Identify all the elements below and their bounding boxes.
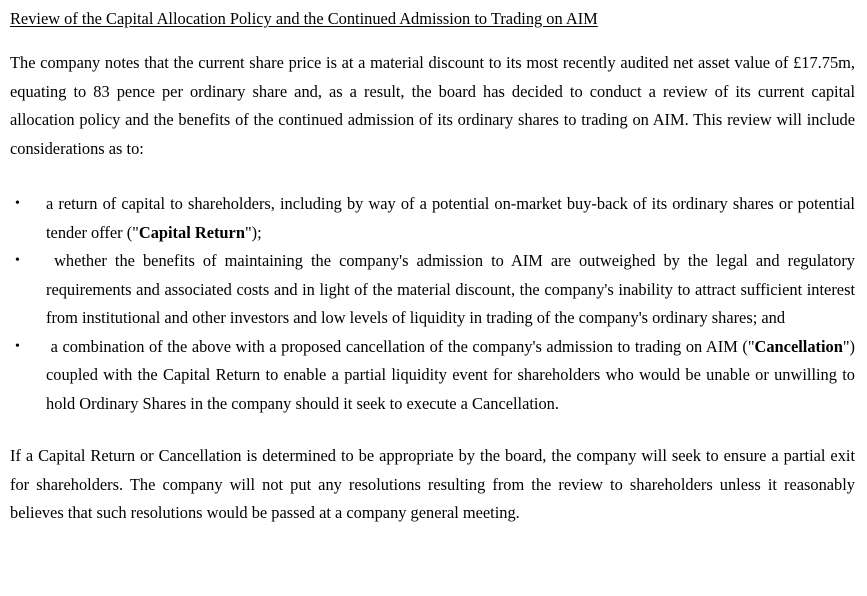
list-item-text: a return of capital to shareholders, including by way of a potential on-market buy-back of its ordinary shares or potential tender offer (" [46,194,855,242]
list-item-text: "); [244,222,262,242]
list-item-cancellation [10,333,855,419]
intro-paragraph: The company notes that the current share price is at a material discount to its most recently audited net asset value of £17.75m, equating to 83 pence per ordinary share and, as a result, the board has decided to conduct a review of its current capital allocation policy and the benefits of the continued admission of its ordinary shares to trading on AIM. This review will include considerations as to: [10,53,855,158]
list-item-capital-return [10,190,855,247]
document [10,0,860,528]
closing-paragraph: If a Capital Return or Cancellation is determined to be appropriate by the board, the company will seek to ensure a partial exit for shareholders. The company will not put any resolutions resulting from the review to shareholders unless it reasonably believes that such resolutions would be passed at a company general meeting. [10,446,855,522]
considerations-list [10,190,860,418]
list-item-aim-benefits [10,247,860,333]
section-heading: Review of the Capital Allocation Policy and the Continued Admission to Trading on AIM [10,9,598,28]
defined-term: Capital Return [138,222,245,242]
list-item-text: a combination of the above with a proposed cancellation of the company's admission to trading on AIM (" [46,336,755,356]
bullet-icon: • [15,338,20,354]
defined-term: Cancellation [754,336,843,356]
bullet-icon: • [15,196,20,211]
bullet-icon: • [15,253,20,268]
list-item-text: ") coupled with the Capital Return to enable a partial liquidity event for shareholders who would be unable or unwilling to hold Ordinary Shares in the company should it seek to execute a Cancellation. [46,336,855,413]
list-item-text: whether the benefits of maintaining the company's admission to AIM are outweighed by the legal and regulatory requirements and associated costs and in light of the material discount, the company's inability to attract sufficient interest from institutional and other investors and low levels of liquidity in trading of the company's ordinary shares; and [46,251,860,327]
